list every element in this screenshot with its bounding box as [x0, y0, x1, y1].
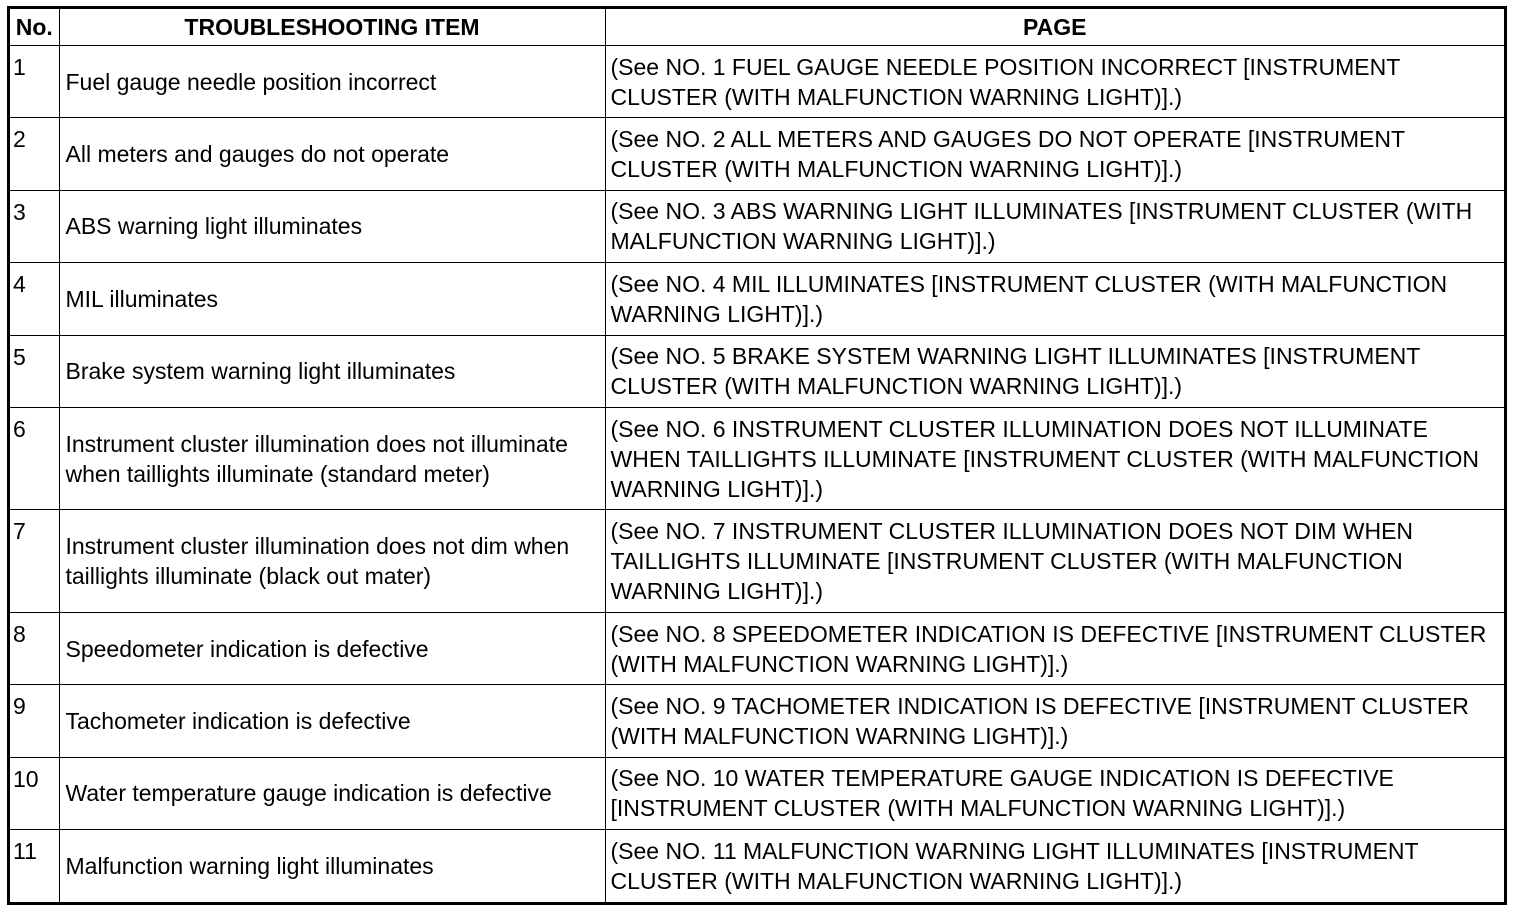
- page-reference: (See NO. 11 MALFUNCTION WARNING LIGHT ILLUMINATES [INSTRUMENT CLUSTER (WITH MALFUNCTION WARNING LIGHT)].): [605, 830, 1504, 902]
- table-row: [10, 263, 1504, 335]
- table-row: [10, 757, 1504, 829]
- table-row: [10, 190, 1504, 262]
- row-number: 5: [10, 335, 59, 407]
- row-number: 10: [10, 757, 59, 829]
- row-number: 2: [10, 118, 59, 190]
- table-row: [10, 685, 1504, 757]
- page-reference: (See NO. 5 BRAKE SYSTEM WARNING LIGHT ILLUMINATES [INSTRUMENT CLUSTER (WITH MALFUNCTION WARNING LIGHT)].): [605, 335, 1504, 407]
- table-row: [10, 612, 1504, 684]
- header-no: No.: [10, 9, 59, 46]
- row-number: 1: [10, 46, 59, 118]
- troubleshooting-item: Water temperature gauge indication is defective: [59, 757, 605, 829]
- table-row: [10, 407, 1504, 510]
- page-reference: (See NO. 4 MIL ILLUMINATES [INSTRUMENT CLUSTER (WITH MALFUNCTION WARNING LIGHT)].): [605, 263, 1504, 335]
- row-number: 3: [10, 190, 59, 262]
- page-reference: (See NO. 2 ALL METERS AND GAUGES DO NOT OPERATE [INSTRUMENT CLUSTER (WITH MALFUNCTION WARNING LIGHT)].): [605, 118, 1504, 190]
- row-number: 6: [10, 407, 59, 510]
- troubleshooting-item: ABS warning light illuminates: [59, 190, 605, 262]
- table-row: [10, 335, 1504, 407]
- page-reference: (See NO. 9 TACHOMETER INDICATION IS DEFECTIVE [INSTRUMENT CLUSTER (WITH MALFUNCTION WARNING LIGHT)].): [605, 685, 1504, 757]
- troubleshooting-item: Instrument cluster illumination does not dim when taillights illuminate (black out mater): [59, 510, 605, 613]
- header-page: PAGE: [605, 9, 1504, 46]
- row-number: 4: [10, 263, 59, 335]
- header-row: [10, 9, 1504, 46]
- row-number: 11: [10, 830, 59, 902]
- troubleshooting-item: Fuel gauge needle position incorrect: [59, 46, 605, 118]
- table-row: [10, 830, 1504, 902]
- troubleshooting-item: Brake system warning light illuminates: [59, 335, 605, 407]
- header-troubleshooting-item: TROUBLESHOOTING ITEM: [59, 9, 605, 46]
- troubleshooting-index-table-frame: [7, 6, 1507, 905]
- row-number: 7: [10, 510, 59, 613]
- row-number: 9: [10, 685, 59, 757]
- page-reference: (See NO. 6 INSTRUMENT CLUSTER ILLUMINATION DOES NOT ILLUMINATE WHEN TAILLIGHTS ILLUMINATE [INSTRUMENT CLUSTER (WITH MALFUNCTION WARNING LIGHT)].): [605, 407, 1504, 510]
- troubleshooting-item: MIL illuminates: [59, 263, 605, 335]
- troubleshooting-item: Speedometer indication is defective: [59, 612, 605, 684]
- page-reference: (See NO. 7 INSTRUMENT CLUSTER ILLUMINATION DOES NOT DIM WHEN TAILLIGHTS ILLUMINATE [INSTRUMENT CLUSTER (WITH MALFUNCTION WARNING LIGHT)].): [605, 510, 1504, 613]
- page-reference: (See NO. 1 FUEL GAUGE NEEDLE POSITION INCORRECT [INSTRUMENT CLUSTER (WITH MALFUNCTION WARNING LIGHT)].): [605, 46, 1504, 118]
- table-row: [10, 510, 1504, 613]
- troubleshooting-item: Instrument cluster illumination does not illuminate when taillights illuminate (standard meter): [59, 407, 605, 510]
- page-reference: (See NO. 8 SPEEDOMETER INDICATION IS DEFECTIVE [INSTRUMENT CLUSTER (WITH MALFUNCTION WARNING LIGHT)].): [605, 612, 1504, 684]
- table-row: [10, 118, 1504, 190]
- page-reference: (See NO. 3 ABS WARNING LIGHT ILLUMINATES [INSTRUMENT CLUSTER (WITH MALFUNCTION WARNING LIGHT)].): [605, 190, 1504, 262]
- troubleshooting-item: Malfunction warning light illuminates: [59, 830, 605, 902]
- page-reference: (See NO. 10 WATER TEMPERATURE GAUGE INDICATION IS DEFECTIVE [INSTRUMENT CLUSTER (WITH MALFUNCTION WARNING LIGHT)].): [605, 757, 1504, 829]
- troubleshooting-item: Tachometer indication is defective: [59, 685, 605, 757]
- table-row: [10, 46, 1504, 118]
- row-number: 8: [10, 612, 59, 684]
- troubleshooting-index-table: [10, 9, 1504, 902]
- troubleshooting-item: All meters and gauges do not operate: [59, 118, 605, 190]
